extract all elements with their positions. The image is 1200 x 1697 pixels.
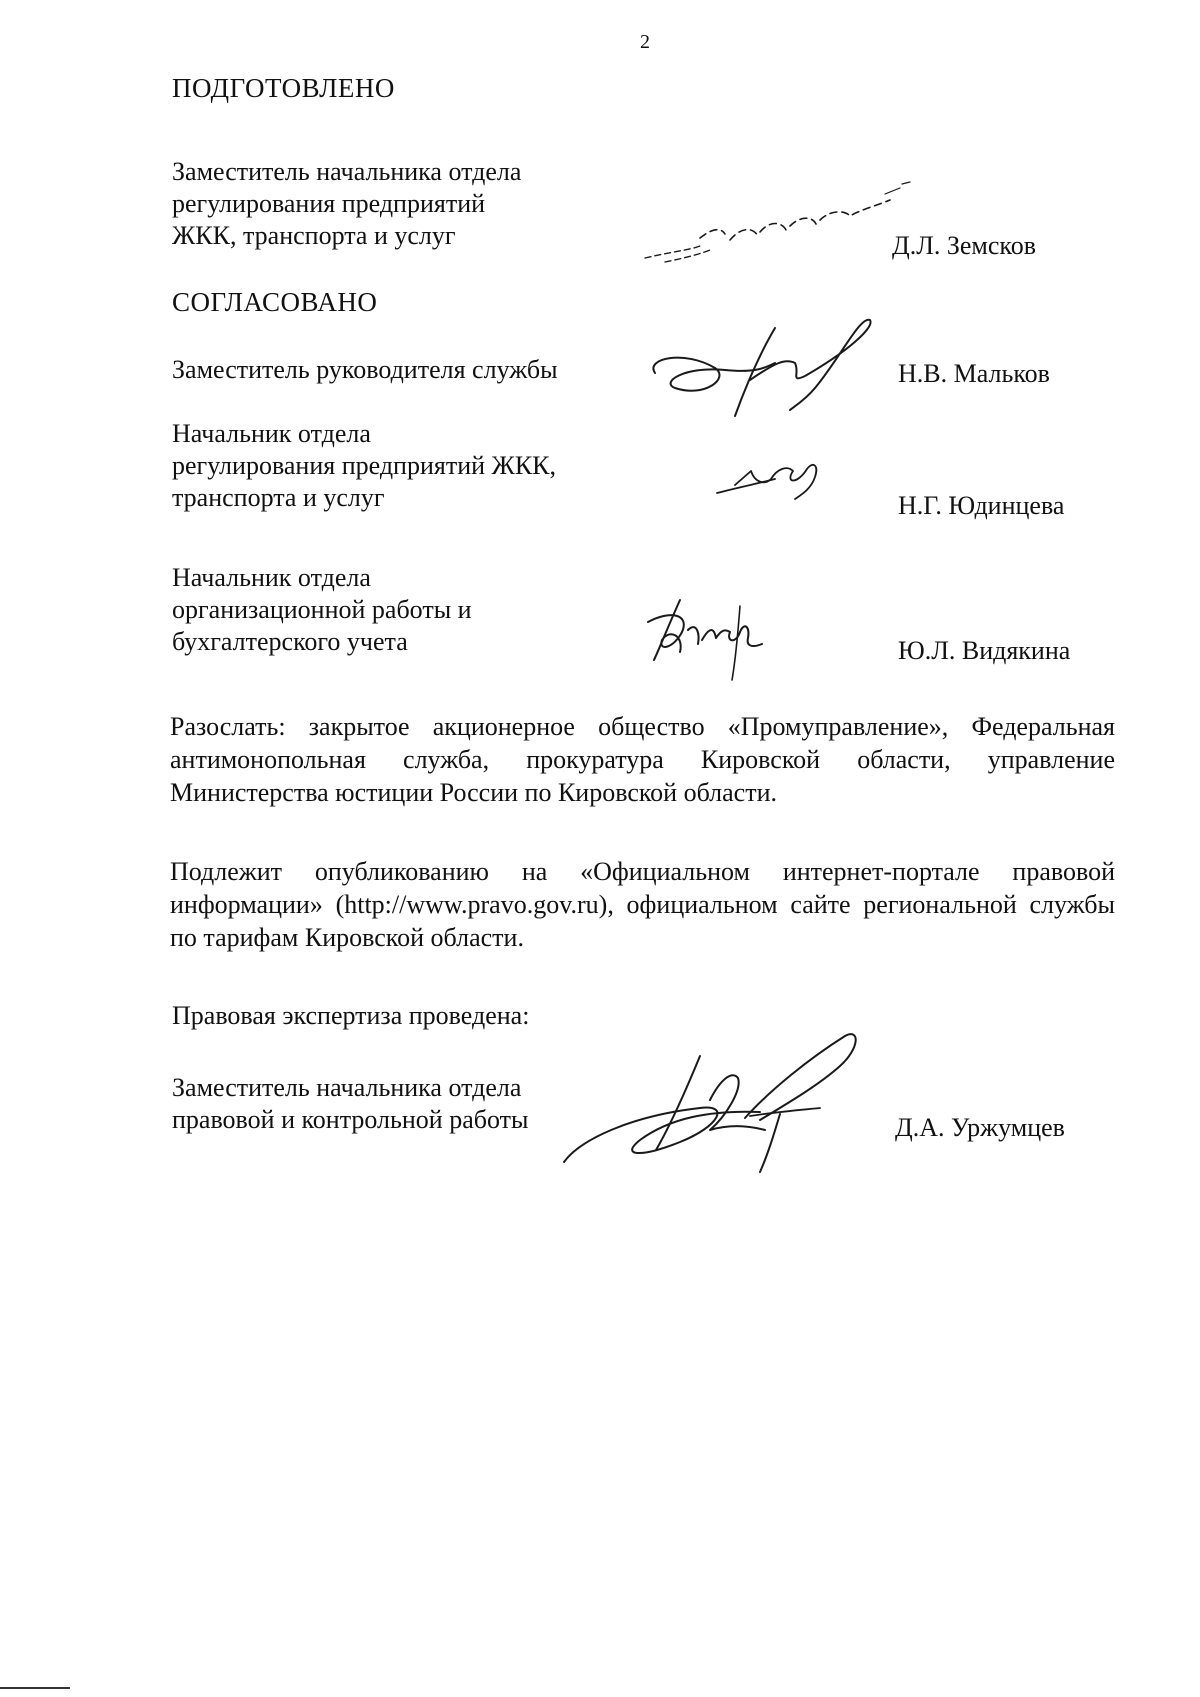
agreed-role-vidyakina xyxy=(172,562,472,658)
role-line: Заместитель начальника отдела xyxy=(172,1073,522,1102)
agreed-role-yudintseva xyxy=(172,418,556,514)
prepared-role xyxy=(172,156,521,252)
agreed-name-yudintseva: Н.Г. Юдинцева xyxy=(898,491,1065,520)
role-line: Заместитель руководителя службы xyxy=(172,355,558,384)
signature-urzhumtsev xyxy=(560,1030,900,1180)
agreed-role-malkov xyxy=(172,354,558,386)
role-line: Начальник отдела xyxy=(172,419,371,448)
prepared-name: Д.Л. Земсков xyxy=(892,231,1037,260)
agreed-name-vidyakina: Ю.Л. Видякина xyxy=(898,636,1071,665)
signature-malkov xyxy=(645,318,895,428)
legal-review-name: Д.А. Уржумцев xyxy=(895,1113,1065,1142)
agreed-name-malkov: Н.В. Мальков xyxy=(898,359,1050,388)
scan-edge-mark xyxy=(0,1687,70,1689)
signature-vidyakina xyxy=(640,592,770,682)
role-line: правовой и контрольной работы xyxy=(172,1105,529,1134)
page-number: 2 xyxy=(640,31,650,53)
publication-paragraph: Подлежит опубликованию на «Официальном интернет-портале правовой информации» (http://www.pravo.gov.ru), официальном сайте региональной службы по тарифам Кировской области. xyxy=(170,857,1115,952)
legal-review-heading: Правовая экспертиза проведена: xyxy=(172,1001,530,1030)
role-line: ЖКК, транспорта и услуг xyxy=(172,221,456,250)
role-line: Начальник отдела xyxy=(172,563,371,592)
role-line: регулирования предприятий xyxy=(172,189,486,218)
role-line: регулирования предприятий ЖКК, xyxy=(172,451,557,480)
signature-zemskov xyxy=(640,180,920,290)
signature-yudintseva xyxy=(715,455,825,505)
role-line: организационной работы и xyxy=(172,595,472,624)
role-line: транспорта и услуг xyxy=(172,483,385,512)
legal-review-role xyxy=(172,1072,528,1136)
prepared-heading: ПОДГОТОВЛЕНО xyxy=(172,73,395,103)
agreed-heading: СОГЛАСОВАНО xyxy=(172,287,378,317)
role-line: бухгалтерского учета xyxy=(172,627,408,656)
distribution-paragraph: Разослать: закрытое акционерное общество «Промуправление», Федеральная антимонопольная служба, прокуратура Кировской области, управление Министерства юстиции России по Кировской области. xyxy=(170,712,1115,807)
role-line: Заместитель начальника отдела xyxy=(172,157,522,186)
